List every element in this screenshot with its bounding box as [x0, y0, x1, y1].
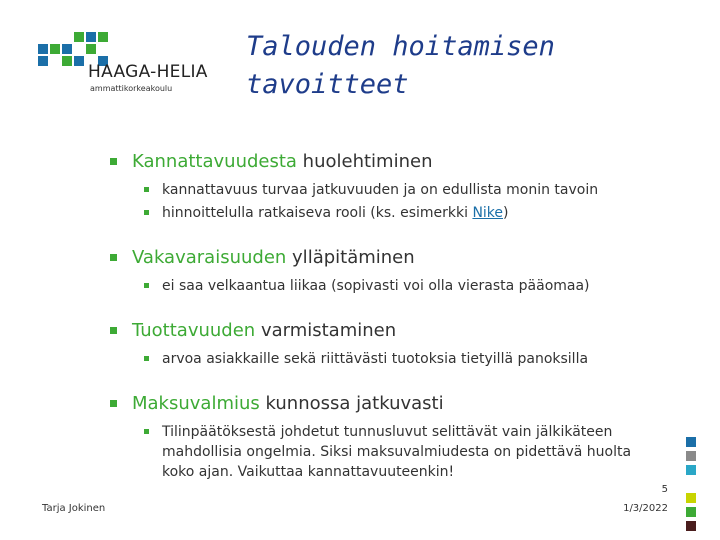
footer-date: 1/3/2022 — [623, 503, 668, 514]
sub-bullet — [142, 349, 678, 369]
bullet-kannattavuus — [108, 150, 678, 174]
square-cyan-icon — [686, 465, 696, 475]
square-brown-icon — [686, 521, 696, 531]
sub-bullet-text: arvoa asiakkaille sekä riittävästi tuotoksia tietyillä panoksilla — [162, 351, 589, 367]
haaga-helia-logo — [38, 32, 208, 102]
decorative-squares — [686, 437, 696, 535]
bullet-text: huolehtiminen — [296, 151, 433, 172]
sub-bullet-text: Tilinpäätöksestä johdetut tunnusluvut selittävät vain jälkikäteen mahdollisia ongelmia. Siksi maksuvalmiudesta on pidettävä huolta koko ajan. Vaikuttaa kannattavuuteenkin! — [162, 424, 632, 480]
square-white-icon — [686, 479, 696, 489]
logo-subtitle: ammattikorkeakoulu — [90, 84, 173, 93]
bullet-square-icon — [110, 400, 117, 407]
bullet-square-icon — [110, 158, 117, 165]
bullet-highlight: Tuottavuuden — [132, 320, 256, 341]
sub-bullet-square-icon — [144, 283, 149, 288]
square-green-icon — [686, 507, 696, 517]
bullet-highlight: Vakavaraisuuden — [132, 247, 287, 268]
slide-title: Talouden hoitamisen tavoitteet — [246, 31, 555, 100]
logo-name: HAAGA-HELIA — [88, 62, 208, 82]
sub-bullet-square-icon — [144, 187, 149, 192]
sub-bullet — [142, 422, 642, 482]
nike-link[interactable]: Nike — [472, 205, 504, 221]
sub-bullet-square-icon — [144, 356, 149, 361]
square-yellow-green-icon — [686, 493, 696, 503]
bullet-text: ylläpitäminen — [286, 247, 415, 268]
page-number: 5 — [661, 484, 668, 495]
sub-bullet-square-icon — [144, 429, 149, 434]
sub-bullet-text: kannattavuus turvaa jatkuvuuden ja on edullista monin tavoin — [162, 182, 599, 198]
bullet-highlight: Maksuvalmius — [132, 393, 260, 414]
sub-bullet-text-after: ) — [503, 205, 509, 221]
sub-bullet-text: ei saa velkaantua liikaa (sopivasti voi olla vierasta pääomaa) — [162, 278, 590, 294]
bullet-vakavaraisuus — [108, 246, 678, 270]
bullet-square-icon — [110, 327, 117, 334]
square-blue-icon — [686, 437, 696, 447]
bullet-text: varmistaminen — [255, 320, 397, 341]
sub-bullet — [142, 180, 678, 200]
sub-bullet-square-icon — [144, 210, 149, 215]
bullet-square-icon — [110, 254, 117, 261]
bullet-tuottavuus — [108, 319, 678, 343]
bullet-maksuvalmius — [108, 392, 678, 416]
footer-author: Tarja Jokinen — [42, 503, 106, 514]
square-gray-icon — [686, 451, 696, 461]
bullet-list — [108, 150, 678, 485]
bullet-highlight: Kannattavuudesta — [132, 151, 297, 172]
bullet-text: kunnossa jatkuvasti — [259, 393, 444, 414]
sub-bullet — [142, 203, 678, 223]
sub-bullet-text: hinnoittelulla ratkaiseva rooli (ks. esimerkki — [162, 205, 473, 221]
sub-bullet — [142, 276, 678, 296]
